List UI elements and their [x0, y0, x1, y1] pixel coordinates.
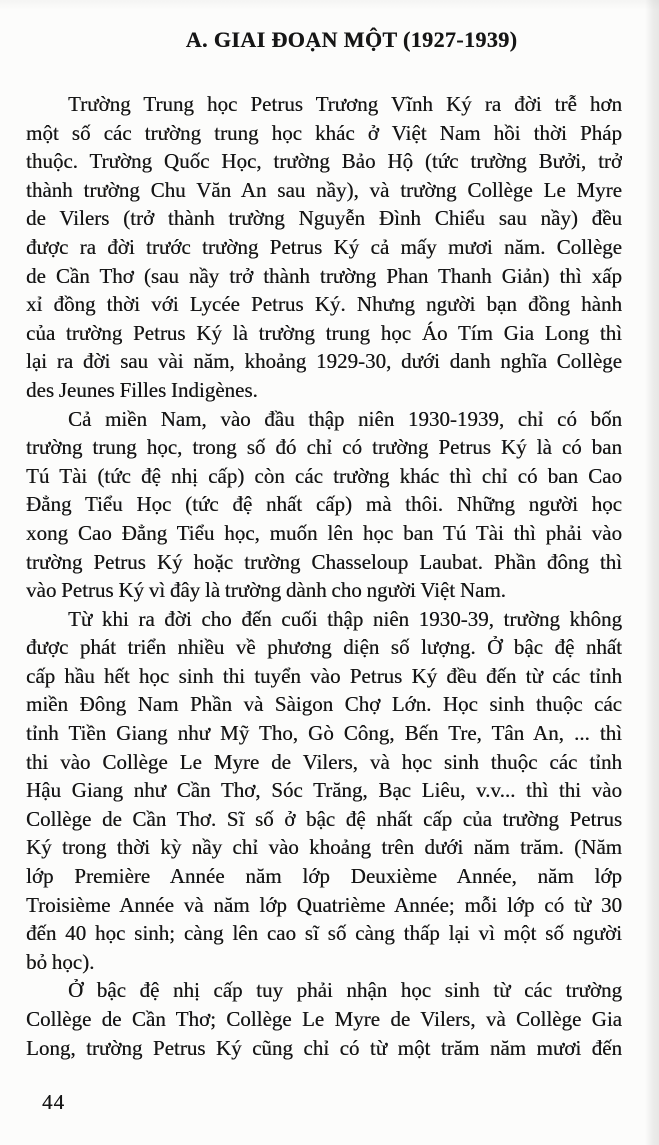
text-line: thuộc. Trường Quốc Học, trường Bảo Hộ (tức trường Bưởi, trở: [26, 149, 622, 174]
text-line: cấp hầu hết học sinh thi tuyển vào Petrus Ký đều đến từ các tỉnh: [26, 663, 622, 688]
text-line: de Cần Thơ (sau nầy trở thành trường Phan Thanh Giản) thì xấp: [26, 263, 622, 288]
text-line: đến 40 học sinh; càng lên cao sĩ số càng thấp lại vì một số người: [26, 921, 622, 946]
text-line: lại ra đời sau vài năm, khoảng 1929-30, dưới danh nghĩa Collège: [26, 349, 622, 374]
text-line: Ký trong thời kỳ nầy chỉ vào khoảng trên dưới năm trăm. (Năm: [26, 835, 622, 860]
text-line: xong Cao Đẳng Tiểu học, muốn lên học ban Tú Tài thì phải vào: [26, 520, 622, 545]
body-text: [26, 90, 622, 1062]
section-title: A. GIAI ĐOẠN MỘT (1927-1939): [185, 27, 518, 52]
text-line: Cả miền Nam, vào đầu thập niên 1930-1939, chỉ có bốn: [68, 406, 622, 431]
text-line: Collège de Cần Thơ; Collège Le Myre de Vilers, và Collège Gia: [26, 1007, 622, 1031]
text-line: Hậu Giang như Cần Thơ, Sóc Trăng, Bạc Liêu, v.v... thì thi vào: [26, 778, 622, 803]
text-line: trường trung học, trong số đó chỉ có trường Petrus Ký là có ban: [26, 435, 622, 460]
text-line: de Vilers (trở thành trường Nguyễn Đình Chiểu sau nầy) đều: [26, 206, 622, 231]
text-line: Đẳng Tiểu Học (tức đệ nhất cấp) mà thôi. Những người học: [26, 492, 622, 517]
text-line: Từ khi ra đời cho đến cuối thập niên 1930-39, trường không: [68, 606, 622, 631]
text-line: bỏ học).: [26, 949, 95, 974]
text-line: lớp Première Année năm lớp Deuxième Année, năm lớp: [26, 864, 622, 889]
text-line: được ra đời trước trường Petrus Ký cả mấy mươi năm. Collège: [26, 234, 622, 259]
text-line: Troisième Année và năm lớp Quatrième Année; mỗi lớp có từ 30: [26, 892, 622, 917]
text-line: trường Petrus Ký hoặc trường Chasseloup Laubat. Phần đông thì: [26, 549, 622, 574]
text-line: thi vào Collège Le Myre de Vilers, và học sinh thuộc các tỉnh: [26, 749, 622, 774]
text-line: một số các trường trung học khác ở Việt Nam hồi thời Pháp: [26, 120, 622, 145]
text-line: Tú Tài (tức đệ nhị cấp) còn các trường khác thì chỉ có ban Cao: [26, 463, 622, 488]
text-line: miền Đông Nam Phần và Sàigon Chợ Lớn. Học sinh thuộc các: [26, 692, 622, 717]
text-line: thành trường Chu Văn An sau nầy), và trường Collège Le Myre: [26, 177, 622, 202]
text-line: của trường Petrus Ký là trường trung học Áo Tím Gia Long thì: [26, 320, 622, 345]
text-line: Ở bậc đệ nhị cấp tuy phải nhận học sinh từ các trường: [68, 978, 622, 1003]
text-line: được phát triển nhiều về phương diện số lượng. Ở bậc đệ nhất: [26, 635, 622, 660]
text-line: tỉnh Tiền Giang như Mỹ Tho, Gò Công, Bến Tre, Tân An, ... thì: [26, 721, 622, 746]
text-line: Long, trường Petrus Ký cũng chỉ có từ một trăm năm mươi đến: [26, 1035, 622, 1060]
text-line: Collège de Cần Thơ. Sĩ số ở bậc đệ nhất cấp của trường Petrus: [26, 806, 622, 831]
text-line: Trường Trung học Petrus Trương Vĩnh Ký ra đời trễ hơn: [68, 92, 622, 116]
text-line: vào Petrus Ký vì đây là trường dành cho người Việt Nam.: [26, 578, 506, 603]
text-line: xỉ đồng thời với Lycée Petrus Ký. Nhưng người bạn đồng hành: [26, 292, 622, 317]
text-line: des Jeunes Filles Indigènes.: [26, 377, 258, 402]
page-number: 44: [42, 1090, 65, 1114]
